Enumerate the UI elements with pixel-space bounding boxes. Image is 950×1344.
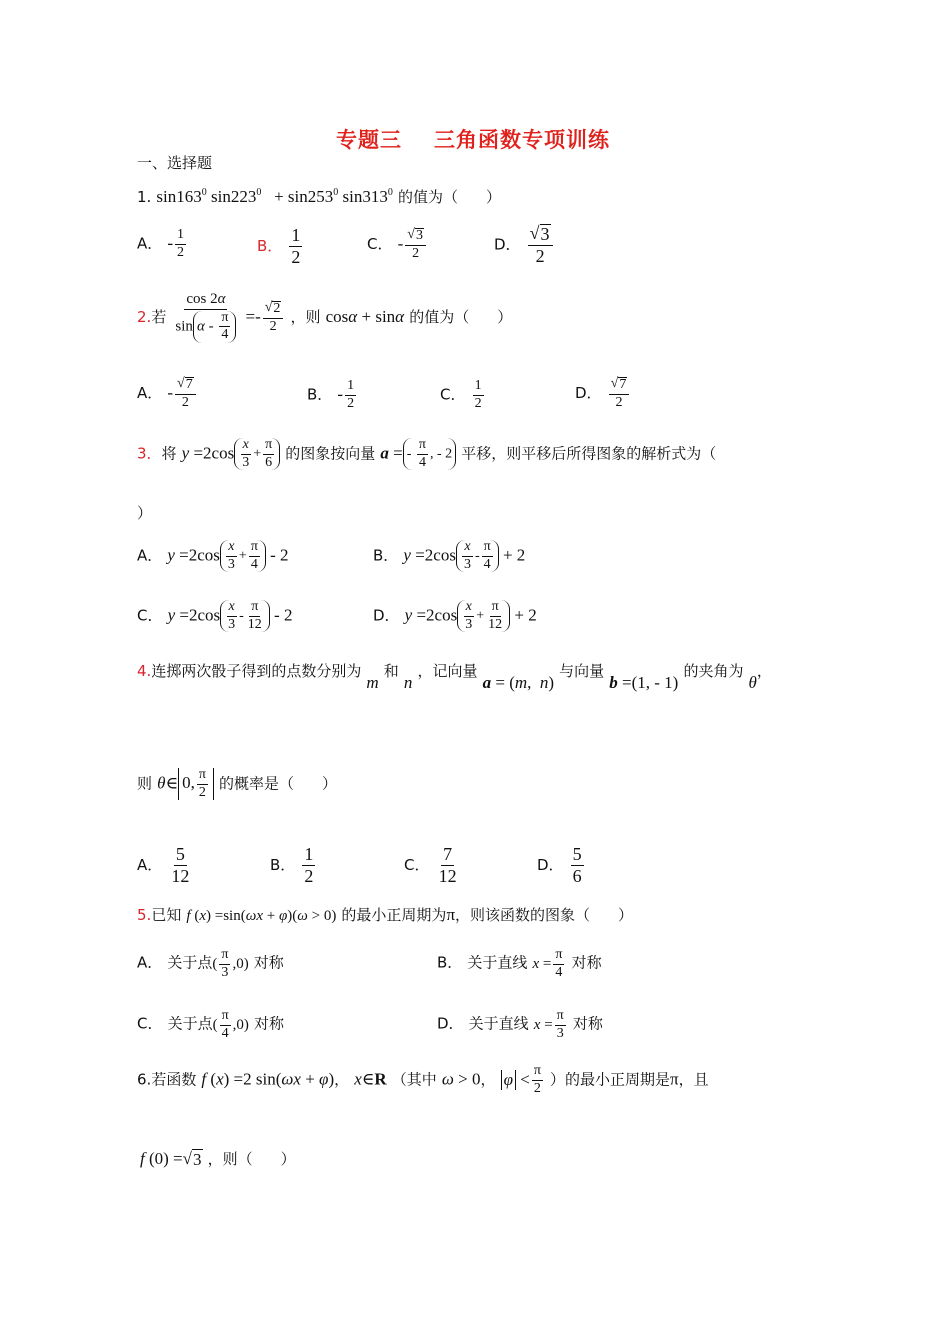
question-3: 3．将 y =2cos $\frac{x}{3}$ + $\frac{\pi}{6}$ 的图象按向量 a = - $\frac{\pi}{4}$ , - 2 平移，则平移后所得图象的解析式为（ [137, 437, 717, 470]
title-left: 专题三 [336, 127, 402, 152]
question-4: 4.连掷两次骰子得到的点数分别为 m 和 n ，记向量 a = (m, n) 与向量 b =(1, - 1) 的夹角为 θ， [137, 662, 772, 692]
q1-option-d[interactable]: D． √ 3 2 [494, 224, 555, 266]
q1-number: 1. [137, 188, 152, 206]
q5-option-a[interactable]: A． 关于点( $\frac{\pi}{3}$ ,0) 对称 [137, 947, 284, 980]
q4-condition: 则 θ∈ 0, $\frac{\pi}{2}$ 的概率是（ ） [137, 767, 338, 800]
q5-option-d[interactable]: D． 关于直线 x = $\frac{\pi}{3}$ 对称 [437, 1008, 603, 1041]
q6-condition: f (0) =√ 3 ，则（ ） [140, 1149, 296, 1169]
q4-option-d[interactable]: D． $\frac{5}{6}$ [537, 844, 582, 886]
q3-close-paren: ） [137, 504, 153, 522]
question-1: 1. $\sin 163^0$ $\sin 223^0 + \sin 253^0$ $\sin 313^0$ 的值为（ ） [137, 187, 501, 206]
q2-option-b[interactable]: B． - $\frac{1}{2}$ [307, 378, 355, 411]
q3-option-d[interactable]: D． y =2cos $\frac{x}{3}$ + $\frac{\pi}{12}$ + 2 [373, 599, 537, 632]
q3-option-a[interactable]: A． y =2cos $\frac{x}{3}$ + $\frac{\pi}{4}$ - 2 [137, 539, 289, 572]
section-heading: 一、选择题 [137, 154, 213, 172]
q5-option-c[interactable]: C． 关于点( $\frac{\pi}{4}$ ,0) 对称 [137, 1008, 285, 1041]
q2-number: 2. [137, 308, 152, 327]
question-6: 6.若函数 f (x) =2 sin(ωx + φ)， x∈R （其中 ω > 0， φ < $\frac{\pi}{2}$ ）的最小正周期是π，且 [137, 1063, 709, 1096]
q3-option-b[interactable]: B． y =2cos $\frac{x}{3}$ - $\frac{\pi}{4}$ + 2 [373, 539, 526, 572]
q2-option-d[interactable]: D． √ 7 2 [575, 377, 631, 410]
q2-option-a[interactable]: A． - √ 7 2 [137, 377, 198, 410]
q5-number: 5. [137, 906, 152, 924]
q2-option-c[interactable]: C． $\frac{1}{2}$ [440, 378, 482, 411]
page-title [336, 124, 610, 154]
question-2: 2.若 cos 2α sin α - $\frac{\pi}{4}$ =- √ 2 2 ，则 cosα + sinα 的值为（ ） [137, 291, 513, 343]
q4-option-a[interactable]: A． $\frac{5}{12}$ [137, 844, 190, 886]
q1-option-b[interactable]: B． $\frac{1}{2}$ [257, 225, 301, 267]
q4-option-c[interactable]: C． $\frac{7}{12}$ [404, 844, 457, 886]
q1-option-a[interactable]: A． - $\frac{1}{2}$ [137, 227, 185, 260]
q1-option-c[interactable]: C． - √ 3 2 [367, 228, 428, 261]
q1-formula: $\sin 163^0$ $\sin 223^0 + \sin 253^0$ $\sin 313^0$ [156, 187, 393, 206]
q5-option-b[interactable]: B． 关于直线 x = $\frac{\pi}{4}$ 对称 [437, 947, 602, 980]
q3-number: 3． [137, 444, 162, 463]
q6-number: 6. [137, 1070, 152, 1089]
q4-number: 4. [137, 662, 152, 680]
title-right: 三角函数专项训练 [434, 127, 610, 152]
q4-option-b[interactable]: B． $\frac{1}{2}$ [270, 844, 314, 886]
q3-option-c[interactable]: C． y =2cos $\frac{x}{3}$ - $\frac{\pi}{12}$ - 2 [137, 599, 293, 632]
question-5: 5.已知 f (x) =sin(ωx + φ)(ω > 0) 的最小正周期为π，则该函数的图象（ ） [137, 905, 634, 924]
